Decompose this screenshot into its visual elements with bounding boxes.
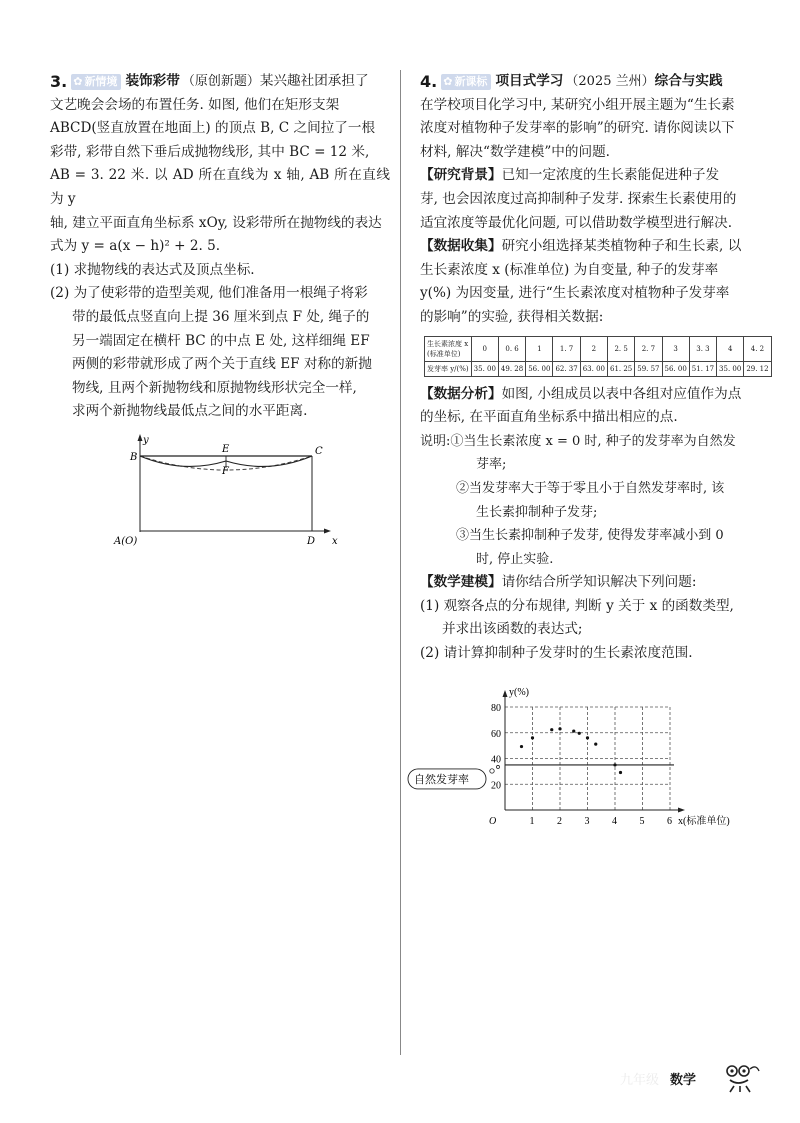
y-tick-label: 80 [491,702,501,714]
q3-label-a: A(O) [114,535,138,547]
q4-note-2-b: 时, 停止实验. [476,551,554,567]
table-cell: 4. 2 [744,336,771,361]
q4-note-0 [420,430,755,454]
table-cell: 56. 00 [526,361,553,376]
y-tick-label: 60 [491,728,501,740]
q4-bg-text-2: 适宜浓度等最优化问题, 可以借助数学模型进行解决. [420,214,733,231]
q3-line-2: ABCD(竖直放置在地面上) 的顶点 B, C 之间拉了一根 [50,120,376,137]
table-cell: 56. 00 [662,361,689,376]
data-point [619,771,622,774]
q3-line-4: AB = 3. 22 米. 以 AD 所在直线为 x 轴, AB 所在直线为 y [50,167,390,207]
q4-sub2: (2) 请计算抑制种子发芽时的生长素浓度范围. [420,645,693,662]
q3-title: 装饰彩带 [125,73,180,89]
q4-title: 项目式学习 [495,73,564,89]
q4-analysis-0 [420,383,755,407]
q3-y-arrow [138,434,143,441]
q3-sub2-line-1: 带的最低点竖直向上提 36 厘米到点 F 处, 绳子的 [72,308,370,325]
star-icon: ✿ [443,75,453,88]
table-cell: 35. 00 [471,361,498,376]
table-row [425,361,772,376]
x-tick-label: 5 [639,815,645,827]
table-cell: 29. 12 [744,361,771,376]
data-point [578,731,581,734]
q4-intro-2: 材料, 解决“数学建模”中的问题. [420,143,610,160]
data-point [520,745,523,748]
q4-tag-label: 新课标 [454,75,488,88]
q4-header [420,70,755,94]
q3-label-c: C [315,445,323,457]
x-axis-label: x(标准单位) [678,815,730,827]
table-head-x-a: 生长素浓度 x [427,339,469,348]
q4-background-0 [420,164,755,188]
y-tick-label: 40 [491,754,501,766]
q4-note-0-a: ①当生长素浓度 x = 0 时, 种子的发芽率为自然发 [450,433,736,449]
q4-collect-text-1: 生长素浓度 x (标准单位) 为自变量, 种子的发芽率 [420,261,719,278]
footer-faint-text: 九年级 [620,1073,660,1088]
x-axis-arrow [678,807,685,812]
q3-line-6: 式为 y = a(x − h)² + 2. 5. [50,238,221,255]
q4-title2: 综合与实践 [654,73,723,89]
table-cell: 35. 00 [717,361,744,376]
q4-bg-text-0: 已知一定浓度的生长素能促进种子发 [501,167,720,184]
q4-note-1-b: 生长素抑制种子发芽; [476,504,598,520]
q4-analysis-label: 【数据分析】 [420,385,502,402]
table-cell: 59. 57 [635,361,662,376]
q4-analysis-text-1: 的坐标, 在平面直角坐标系中描出相应的点. [420,409,678,426]
y-tick-label: 20 [491,779,501,791]
callout-dot [490,768,494,772]
q4-bg-label: 【研究背景】 [420,167,502,184]
table-cell: 3 [662,336,689,361]
data-point [594,742,597,745]
q3-sub2-line-2: 另一端固定在横杆 BC 的中点 E 处, 这样细绳 EF [72,332,370,349]
q3-figure [110,432,340,547]
table-cell: 1. 7 [553,336,580,361]
table-cell: 62. 37 [553,361,580,376]
question-4 [414,70,769,836]
table-cell: 49. 28 [498,361,525,376]
column-divider [400,70,401,1055]
q4-tag [441,74,491,90]
data-point [572,729,575,732]
q3-label-d: D [307,535,316,547]
q3-line-1: 文艺晚会会场的布置任务. 如图, 他们在矩形支架 [50,96,340,113]
q3-label-f: F [222,465,229,477]
callout-dot [497,765,500,768]
q4-collect-text-3: 的影响”的实验, 获得相关数据: [420,308,604,325]
q3-label-x: x [332,535,338,547]
q4-model-text: 请你结合所学知识解决下列问题: [501,574,697,591]
table-cell: 2. 7 [635,336,662,361]
table-cell: 61. 25 [607,361,634,376]
q4-collect-text-2: y(%) 为因变量, 进行“生长素浓度对植物种子发芽率 [420,285,730,302]
q3-number: 3. [50,72,68,91]
question-3 [50,70,390,547]
table-cell: 0. 6 [498,336,525,361]
q4-note-2-a: ③当生长素抑制种子发芽, 使得发芽率减小到 0 [456,528,724,544]
data-point [550,728,553,731]
q4-model-label: 【数学建模】 [420,574,502,591]
footer-subject: 数学 [670,1073,697,1088]
q4-collect-0 [420,235,755,259]
q4-number: 4. [420,72,438,91]
q3-sub2-line-5: 求两个新抛物线最低点之间的水平距离. [72,403,308,420]
x-tick-label: 4 [612,815,617,827]
q3-sub2-line-0: (2) 为了使彩带的造型美观, 他们准备用一根绳子将彩 [50,285,368,302]
q3-line-3: 彩带, 彩带自然下垂后成抛物线形, 其中 BC = 12 米, [50,143,370,160]
q3-line-5: 轴, 建立平面直角坐标系 xOy, 设彩带所在抛物线的表达 [50,214,382,231]
q4-sub1-0: (1) 观察各点的分布规律, 判断 y 关于 x 的函数类型, [420,597,734,614]
q3-label-e: E [222,443,230,455]
table-head-y: 发芽率 y/(%) [425,361,472,376]
x-tick-label: 2 [557,815,562,827]
origin-label: O [489,815,497,827]
q4-bg-text-1: 芽, 也会因浓度过高抑制种子发芽. 探索生长素使用的 [420,190,737,207]
x-tick-label: 6 [667,815,672,827]
table-cell: 3. 3 [689,336,716,361]
data-point [586,736,589,739]
table-row [425,336,772,361]
callout-label: 自然发芽率 [414,772,469,786]
q4-collect-label: 【数据收集】 [420,238,502,255]
data-point [558,727,561,730]
data-point [613,763,616,766]
table-cell: 4 [717,336,744,361]
q3-x-arrow [324,528,331,533]
q3-sub1: (1) 求抛物线的表达式及顶点坐标. [50,261,255,278]
table-cell: 51. 17 [689,361,716,376]
table-cell: 1 [526,336,553,361]
x-tick-label: 3 [584,815,590,827]
q3-line-0: 某兴趣社团承担了 [259,73,369,89]
data-point [531,736,534,739]
q4-collect-text-0: 研究小组选择某类植物种子和生长素, 以 [501,238,742,255]
q4-source: （2025 兰州） [565,74,655,89]
y-axis-label: y(%) [509,686,529,698]
table-cell: 2. 5 [607,336,634,361]
q4-note-0-b: 芽率; [476,457,507,473]
table-cell: 0 [471,336,498,361]
q4-analysis-text-0: 如图, 小组成员以表中各组对应值作为点 [501,385,742,402]
table-head-x-b: (标准单位) [427,349,461,358]
q4-note-1-a: ②当发芽率大于等于零且小于自然发芽率时, 该 [456,480,725,496]
q3-sub2-line-3: 两侧的彩带就形成了两个关于直线 EF 对称的新抛 [72,356,372,373]
q4-sub1-1: 并求出该函数的表达式; [442,621,583,638]
q4-data-table [424,336,772,377]
table-cell: 2 [580,336,607,361]
x-tick-label: 1 [529,815,535,827]
q3-source: （原创新题） [181,74,260,89]
q3-header [50,70,390,94]
q4-model [420,571,755,595]
q4-intro-0: 在学校项目化学习中, 某研究小组开展主题为“生长素 [420,96,735,113]
star-icon: ✿ [73,75,83,88]
q3-label-b: B [130,451,138,463]
q4-intro-1: 浓度对植物种子发芽率的影响”的研究. 请你阅读以下 [420,120,735,137]
y-axis-arrow [503,690,508,697]
q4-note-label: 说明: [420,433,451,449]
table-cell: 63. 00 [580,361,607,376]
q3-label-y: y [143,434,149,446]
q3-sub2-line-4: 物线, 且两个新抛物线和原抛物线形状完全一样, [72,379,357,396]
q4-scatter-chart [400,676,740,836]
mascot-logo-icon [722,1062,762,1094]
q3-tag [71,74,121,90]
table-head-x [425,336,472,361]
q3-tag-label: 新情境 [84,75,118,88]
